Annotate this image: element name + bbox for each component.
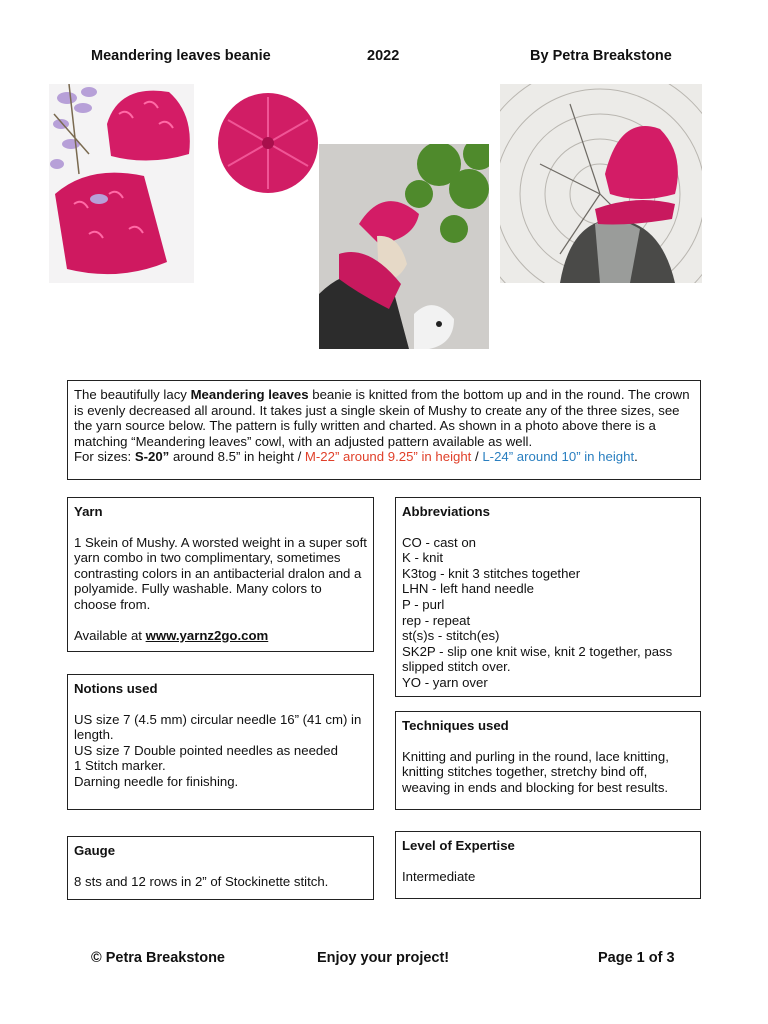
abbreviation-item: K - knit (402, 550, 444, 566)
sizes-end: . (634, 449, 638, 465)
yarn-description: 1 Skein of Mushy. A worsted weight in a super soft yarn combo in two complimentary, sometimes contrasting colors in an antibacterial dralon and a polyamide. Fully washable. Many colors to choose from. (74, 534, 367, 612)
gauge-box (67, 836, 374, 900)
abbreviation-item: K3tog - knit 3 stitches together (402, 565, 581, 581)
photo-back-view (500, 84, 702, 283)
pattern-title: Meandering leaves beanie (91, 48, 271, 64)
yarn-box (67, 497, 374, 652)
photo-beanie-crown (216, 92, 320, 194)
techniques-title: Techniques used (402, 718, 509, 733)
notions-item: Darning needle for finishing. (74, 773, 239, 789)
gauge-title: Gauge (74, 843, 116, 858)
abbreviations-title: Abbreviations (402, 504, 490, 519)
notions-item: US size 7 (4.5 mm) circular needle 16” (41 cm) in length. (74, 711, 362, 743)
sizes-prefix: For sizes: (74, 449, 135, 465)
notions-item: US size 7 Double pointed needles as needed (74, 742, 338, 758)
notions-box (67, 674, 374, 810)
yarn-shop-link[interactable]: www.yarnz2go.com (145, 627, 269, 643)
intro-pattern-name: Meandering leaves (190, 387, 309, 402)
size-separator: / (471, 449, 483, 465)
sizes-line (74, 449, 694, 465)
gauge-text: 8 sts and 12 rows in 2” of Stockinette stitch. (74, 873, 329, 889)
abbreviation-item: YO - yarn over (402, 674, 488, 690)
techniques-text: Knitting and purling in the round, lace knitting, knitting stitches together, stretchy bind off, weaving in ends and blocking for best results. (402, 748, 669, 795)
intro-text (74, 387, 694, 449)
abbreviation-item: CO - cast on (402, 534, 477, 550)
size-s-detail: around 8.5” in height / (169, 449, 305, 465)
abbreviation-item: st(s)s - stitch(es) (402, 628, 500, 644)
footer-message: Enjoy your project! (317, 950, 450, 966)
photo-model-with-dog (319, 144, 489, 349)
notions-title: Notions used (74, 681, 158, 696)
abbreviation-item: P - purl (402, 596, 445, 612)
abbreviation-item: SK2P - slip one knit wise, knit 2 together, pass slipped stitch over. (402, 643, 673, 675)
techniques-box (395, 711, 701, 810)
intro-text-start: The beautifully lacy (74, 387, 191, 402)
yarn-availability (74, 628, 367, 644)
photo-beanie-and-cowl (49, 84, 194, 283)
page-number: Page 1 of 3 (598, 950, 675, 966)
size-m: M-22” around 9.25” in height (304, 449, 472, 465)
pattern-year: 2022 (367, 48, 400, 64)
size-l: L-24” around 10” in height (482, 449, 635, 465)
expertise-level: Intermediate (402, 868, 476, 884)
footer-copyright: © Petra Breakstone (91, 950, 225, 966)
abbreviation-item: LHN - left hand needle (402, 581, 534, 597)
expertise-box (395, 831, 701, 899)
abbreviation-item: rep - repeat (402, 612, 471, 628)
intro-box (67, 380, 701, 480)
yarn-title: Yarn (74, 504, 103, 519)
yarn-available-label: Available at (74, 627, 146, 643)
notions-item: 1 Stitch marker. (74, 758, 166, 774)
size-s: S-20” (134, 449, 170, 465)
expertise-title: Level of Expertise (402, 838, 515, 853)
pattern-author: By Petra Breakstone (530, 48, 672, 64)
abbreviations-box (395, 497, 701, 697)
intro-text-rest: beanie is knitted from the bottom up and in the round. The crown is evenly decreased all around. It takes just a single skein of Mushy to create any of the three sizes, see the yarn source below. The pattern is fully written and charted. As shown in a photo above there is a matching “Meandering leaves” cowl, with an adjusted pattern available as well. (74, 387, 690, 449)
